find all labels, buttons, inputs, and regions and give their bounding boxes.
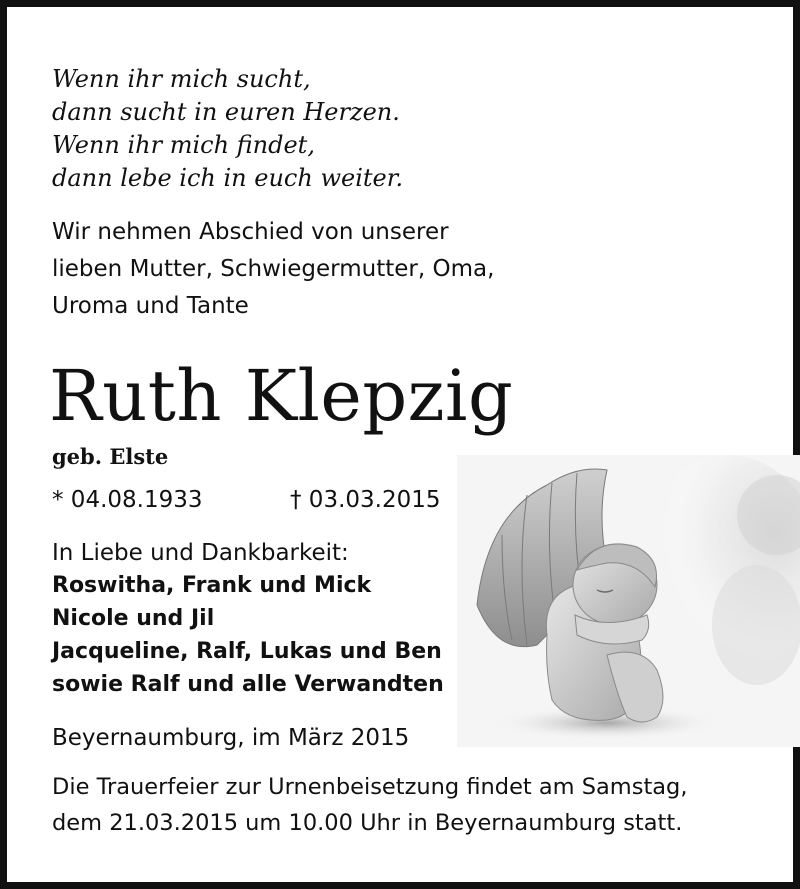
service-line: dem 21.03.2015 um 10.00 Uhr in Beyernaumburg statt. xyxy=(52,810,683,836)
sleeping-angel-icon xyxy=(457,455,800,747)
poem-line: dann lebe ich in euch weiter. xyxy=(52,164,404,192)
deceased-name: Ruth Klepzig xyxy=(49,355,514,437)
mourner-line: sowie Ralf und alle Verwandten xyxy=(52,672,444,697)
death-date: † 03.03.2015 xyxy=(290,487,441,513)
maiden-name: geb. Elste xyxy=(52,444,169,469)
intro-line: Uroma und Tante xyxy=(52,293,249,319)
intro-text xyxy=(52,214,494,325)
mourner-line: Roswitha, Frank und Mick xyxy=(52,573,372,598)
mourner-line: Jacqueline, Ralf, Lukas und Ben xyxy=(52,639,442,664)
poem xyxy=(52,63,403,195)
mourner-line: Nicole und Jil xyxy=(52,606,215,631)
poem-line: Wenn ihr mich findet, xyxy=(52,131,315,159)
place-date: Beyernaumburg, im März 2015 xyxy=(52,725,410,751)
birth-date: * 04.08.1933 xyxy=(52,487,203,513)
service-line: Die Trauerfeier zur Urnenbeisetzung findet am Samstag, xyxy=(52,774,688,800)
funeral-service-info xyxy=(52,769,688,841)
poem-line: Wenn ihr mich sucht, xyxy=(52,65,311,93)
mourners-heading: In Liebe und Dankbarkeit: xyxy=(52,540,349,566)
poem-line: dann sucht in euren Herzen. xyxy=(52,98,400,126)
intro-line: lieben Mutter, Schwiegermutter, Oma, xyxy=(52,256,495,282)
intro-line: Wir nehmen Abschied von unserer xyxy=(52,219,449,245)
mourners-list xyxy=(52,569,444,701)
